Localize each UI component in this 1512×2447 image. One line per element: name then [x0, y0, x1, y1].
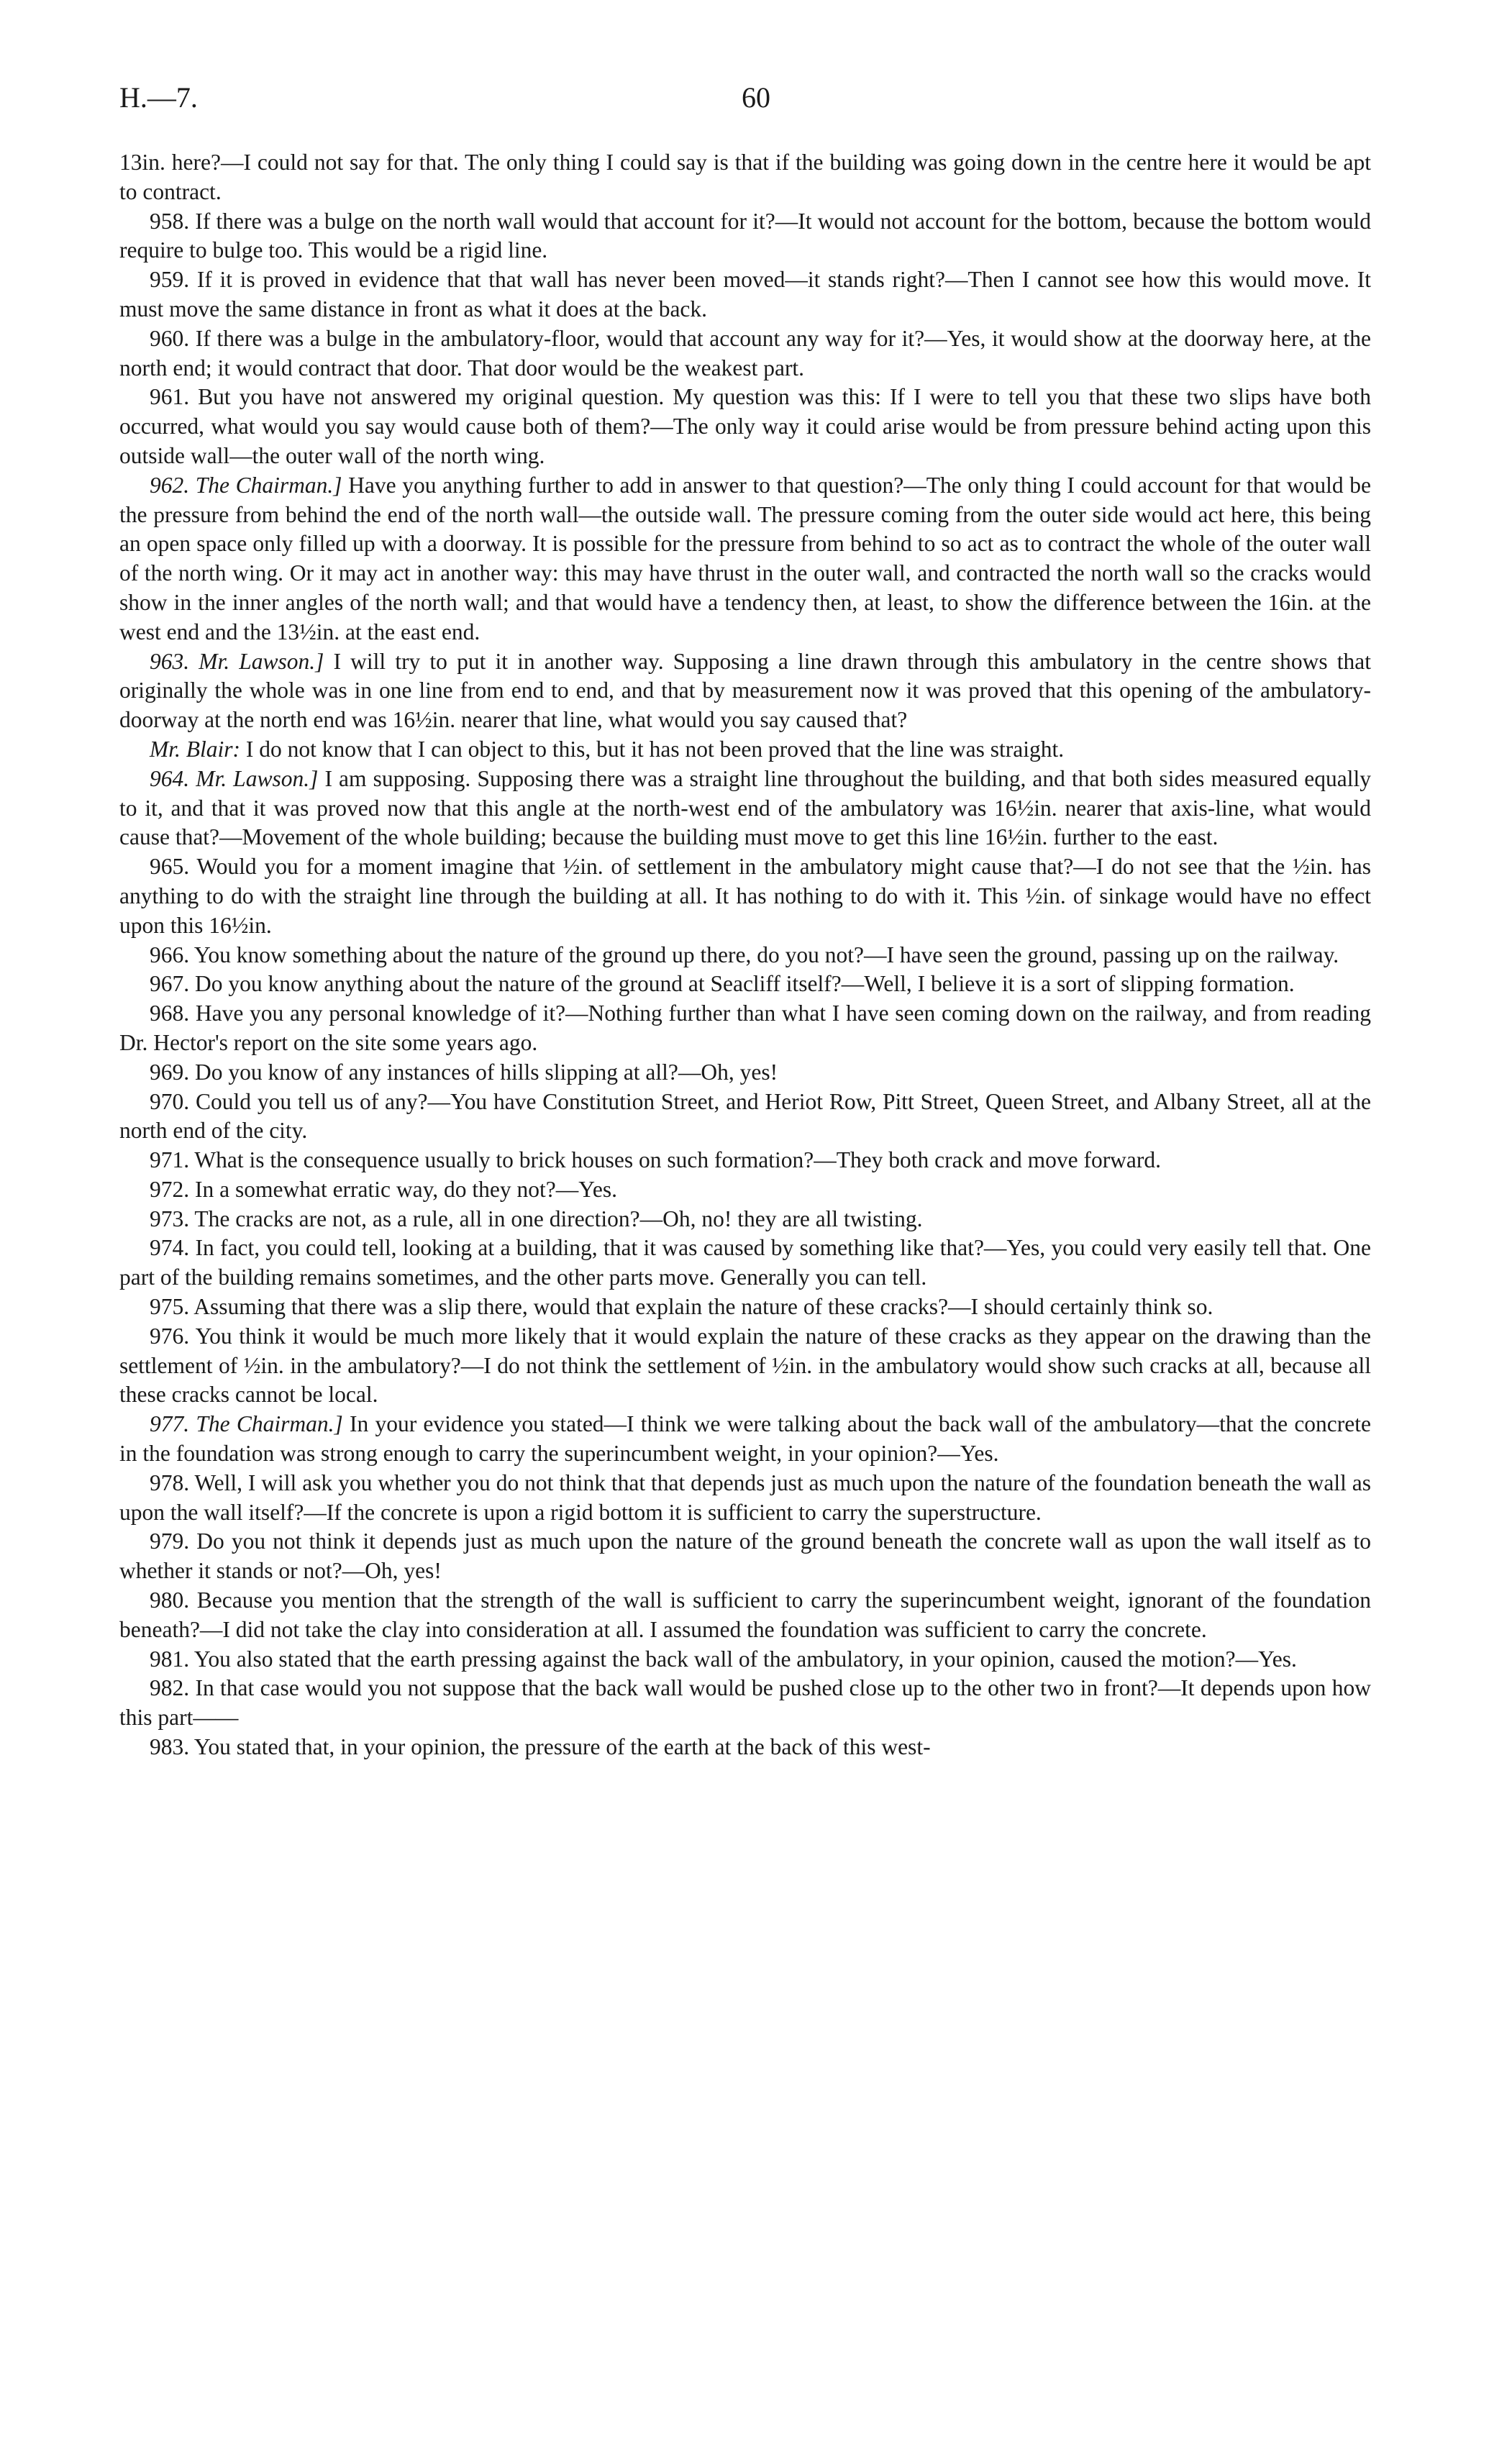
- page-number: 60: [742, 81, 770, 114]
- report-reference: H.—7.: [119, 81, 198, 114]
- transcript-paragraph: [119, 383, 1371, 470]
- transcript-paragraph: [119, 1293, 1371, 1322]
- paragraph-text: 958. If there was a bulge on the north wall would that account for it?—It would not account for the bottom, because the bottom would require to bulge too. This would be a rigid line.: [119, 208, 1371, 263]
- paragraph-text: 970. Could you tell us of any?—You have Constitution Street, and Heriot Row, Pitt Street, Queen Street, and Albany Street, all at the north end of the city.: [119, 1088, 1371, 1144]
- speaker-label: 963. Mr. Lawson.]: [150, 648, 324, 674]
- transcript-paragraph: [119, 941, 1371, 970]
- page-header: [0, 76, 1512, 119]
- transcript-paragraph: [119, 852, 1371, 940]
- paragraph-text: 960. If there was a bulge in the ambulatory-floor, would that account any way for it?—Yes, it would show at the doorway here, at the north end; it would contract that door. That door would be the weakest part.: [119, 325, 1371, 381]
- transcript-paragraph: [119, 1058, 1371, 1088]
- paragraph-text: 982. In that case would you not suppose that the back wall would be pushed close up to the other two in front?—It depends upon how this part——: [119, 1675, 1371, 1731]
- transcript-paragraph: [119, 1322, 1371, 1410]
- paragraph-text: Have you anything further to add in answer to that question?—The only thing I could account for that would be the pressure from behind the end of the north wall—the outside wall. The pressure coming from the outer side would act here, this being an open space only filled up with a doorway. It is possible for the pressure from behind to so act as to contract the whole of the outer wall of the north wing. Or it may act in another way: this may have thrust in the outer wall, and contracted the north wall so the cracks would show in the inner angles of the north wall; and that would have a tendency then, at least, to show the difference between the 16in. at the west end and the 13½in. at the east end.: [119, 472, 1371, 644]
- paragraph-text: 976. You think it would be much more likely that it would explain the nature of these cracks as they appear on the drawing than the settlement of ½in. in the ambulatory?—I do not think the settlement of ½in. in the ambulatory would show such cracks at all, because all these cracks cannot be local.: [119, 1323, 1371, 1408]
- paragraph-text: 13in. here?—I could not say for that. The only thing I could say is that if the building was going down in the centre here it would be apt to contract.: [119, 150, 1371, 204]
- transcript-paragraph: [119, 970, 1371, 999]
- paragraph-text: 974. In fact, you could tell, looking at a building, that it was caused by something like that?—Yes, you could very easily tell that. One part of the building remains sometimes, and the other parts move. Generally you can tell.: [119, 1235, 1371, 1290]
- paragraph-text: 983. You stated that, in your opinion, the pressure of the earth at the back of this west-: [150, 1734, 931, 1760]
- transcript-paragraph: [119, 1645, 1371, 1674]
- speaker-label: Mr. Blair:: [150, 736, 240, 762]
- paragraph-text: 981. You also stated that the earth pressing against the back wall of the ambulatory, in your opinion, caused the motion?—Yes.: [150, 1646, 1297, 1672]
- paragraph-text: 978. Well, I will ask you whether you do not think that that depends just as much upon the nature of the foundation beneath the wall as upon the wall itself?—If the concrete is upon a rigid bottom it is sufficient to carry the superstructure.: [119, 1469, 1371, 1525]
- transcript-paragraph: [119, 999, 1371, 1058]
- paragraph-text: 975. Assuming that there was a slip there, would that explain the nature of these cracks?—I should certainly think so.: [150, 1294, 1213, 1320]
- evidence-transcript: [119, 148, 1371, 1762]
- paragraph-text: 968. Have you any personal knowledge of it?—Nothing further than what I have seen coming down on the railway, and from reading Dr. Hector's report on the site some years ago.: [119, 1001, 1371, 1055]
- transcript-paragraph: [119, 1527, 1371, 1586]
- paragraph-text: 966. You know something about the nature of the ground up there, do you not?—I have seen the ground, passing up on the railway.: [150, 942, 1339, 967]
- paragraph-text: 980. Because you mention that the strength of the wall is sufficient to carry the superincumbent weight, ignorant of the foundation beneath?—I did not take the clay into consideration at all. I assumed the foundation was sufficient to carry the concrete.: [119, 1587, 1371, 1642]
- paragraph-text: 971. What is the consequence usually to brick houses on such formation?—They both crack and move forward.: [150, 1147, 1162, 1173]
- paragraph-text: 972. In a somewhat erratic way, do they not?—Yes.: [150, 1176, 617, 1202]
- paragraph-text: I do not know that I can object to this, but it has not been proved that the line was straight.: [240, 736, 1065, 762]
- transcript-paragraph: [119, 1674, 1371, 1733]
- transcript-paragraph: [119, 1146, 1371, 1175]
- transcript-paragraph: [119, 471, 1371, 647]
- transcript-paragraph: [119, 735, 1371, 765]
- transcript-paragraph: [119, 1586, 1371, 1645]
- speaker-label: 977. The Chairman.]: [150, 1411, 343, 1437]
- speaker-label: 962. The Chairman.]: [150, 472, 342, 498]
- paragraph-text: 959. If it is proved in evidence that that wall has never been moved—it stands right?—Then I cannot see how this would move. It must move the same distance in front as what it does at the back.: [119, 267, 1371, 322]
- transcript-paragraph: [119, 1234, 1371, 1293]
- transcript-paragraph: [119, 207, 1371, 266]
- transcript-paragraph: [119, 1410, 1371, 1469]
- paragraph-text: 969. Do you know of any instances of hills slipping at all?—Oh, yes!: [150, 1059, 778, 1085]
- transcript-paragraph: [119, 1205, 1371, 1234]
- transcript-paragraph: [119, 765, 1371, 852]
- paragraph-text: I will try to put it in another way. Supposing a line drawn through this ambulatory in the centre shows that originally the whole was in one line from end to end, and that by measurement now it was proved that this opening of the ambulatory-doorway at the north end was 16½in. nearer that line, what would you say caused that?: [119, 648, 1371, 733]
- transcript-paragraph: [119, 1175, 1371, 1205]
- paragraph-text: In your evidence you stated—I think we were talking about the back wall of the ambulatory—that the concrete in the foundation was strong enough to carry the superincumbent weight, in your opinion?—Yes.: [119, 1411, 1371, 1467]
- paragraph-text: 961. But you have not answered my original question. My question was this: If I were to tell you that these two slips have both occurred, what would you say would cause both of them?—The only way it could arise would be from pressure behind acting upon this outside wall—the outer wall of the north wing.: [119, 384, 1371, 468]
- transcript-paragraph: [119, 1469, 1371, 1528]
- transcript-paragraph: [119, 1088, 1371, 1147]
- speaker-label: 964. Mr. Lawson.]: [150, 765, 319, 791]
- paragraph-text: 979. Do you not think it depends just as much upon the nature of the ground beneath the concrete wall as upon the wall itself as to whether it stands or not?—Oh, yes!: [119, 1528, 1371, 1584]
- transcript-paragraph: [119, 324, 1371, 383]
- transcript-paragraph: [119, 148, 1371, 207]
- paragraph-text: 965. Would you for a moment imagine that ½in. of settlement in the ambulatory might cause that?—I do not see that the ½in. has anything to do with the straight line through the building at all. It has nothing to do with it. This ½in. of sinkage would have no effect upon this 16½in.: [119, 854, 1371, 938]
- paragraph-text: 967. Do you know anything about the nature of the ground at Seacliff itself?—Well, I believe it is a sort of slipping formation.: [150, 971, 1295, 997]
- transcript-paragraph: [119, 1733, 1371, 1762]
- paragraph-text: 973. The cracks are not, as a rule, all in one direction?—Oh, no! they are all twisting.: [150, 1206, 923, 1231]
- transcript-paragraph: [119, 265, 1371, 324]
- transcript-paragraph: [119, 647, 1371, 735]
- paragraph-text: I am supposing. Supposing there was a straight line throughout the building, and that both sides measured equally to it, and that it was proved now that this angle at the north-west end of the ambulatory was 16½in. nearer that axis-line, what would cause that?—Movement of the whole building; because the building must move to get this line 16½in. further to the east.: [119, 765, 1371, 850]
